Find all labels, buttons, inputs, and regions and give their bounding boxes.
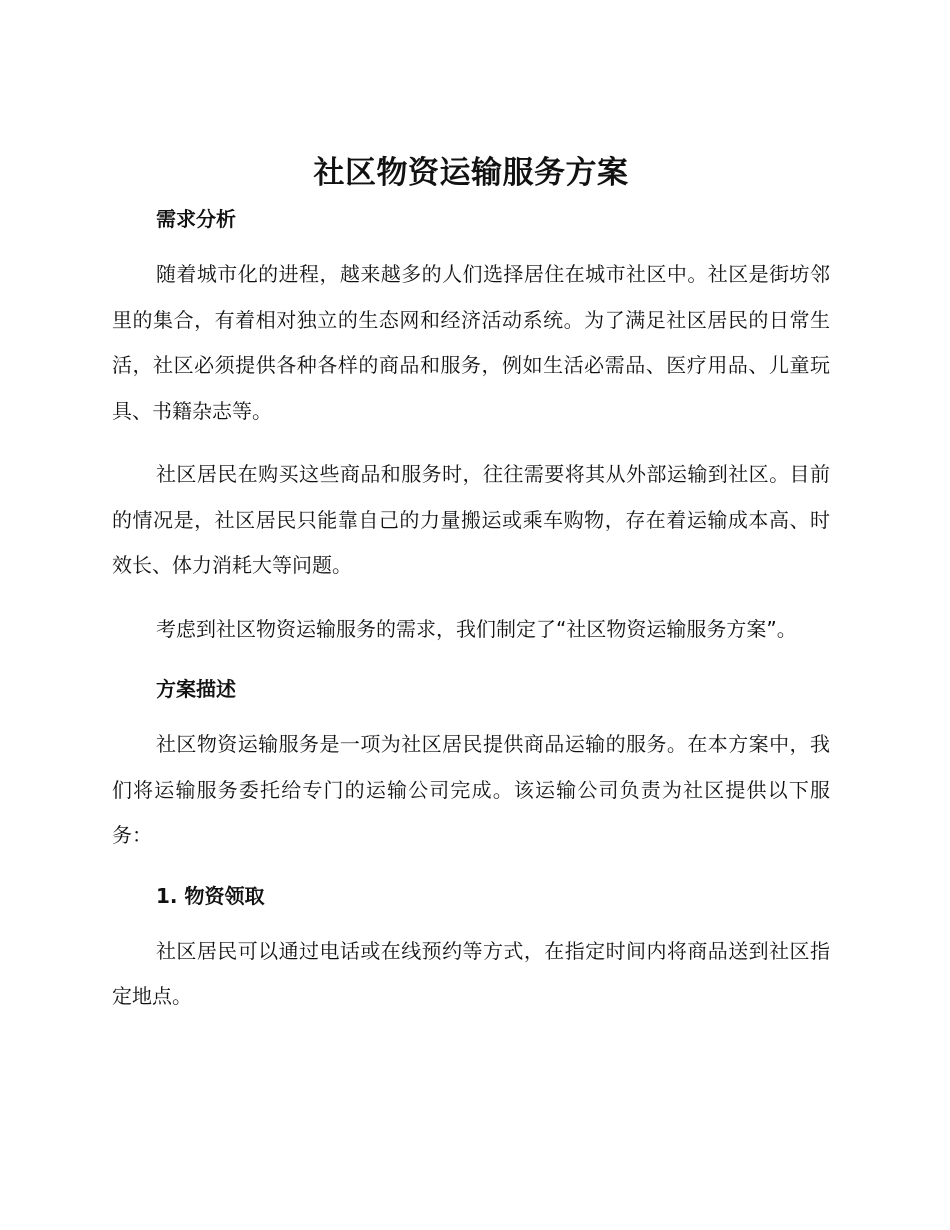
section-heading-needs: 需求分析 bbox=[156, 207, 236, 231]
document-title: 社区物资运输服务方案 bbox=[313, 155, 629, 191]
paragraph: 社区居民可以通过电话或在线预约等方式，在指定时间内将商品送到社区指定地点。 bbox=[112, 938, 830, 1008]
list-item bbox=[112, 881, 830, 1020]
document-page bbox=[112, 150, 830, 1020]
item-heading: 1. 物资领取 bbox=[156, 883, 265, 908]
section-heading-plan: 方案描述 bbox=[156, 677, 236, 701]
section-needs-analysis bbox=[112, 204, 830, 652]
paragraph: 社区居民在购买这些商品和服务时，往往需要将其从外部运输到社区。目前的情况是，社区居民只能靠自己的力量搬运或乘车购物，存在着运输成本高、时效长、体力消耗大等问题。 bbox=[112, 462, 830, 577]
paragraph: 社区物资运输服务是一项为社区居民提供商品运输的服务。在本方案中，我们将运输服务委托给专门的运输公司完成。该运输公司负责为社区提供以下服务： bbox=[112, 732, 830, 847]
section-plan-description bbox=[112, 674, 830, 1020]
paragraph: 随着城市化的进程，越来越多的人们选择居住在城市社区中。社区是街坊邻里的集合，有着相对独立的生态网和经济活动系统。为了满足社区居民的日常生活，社区必须提供各种各样的商品和服务，例如生活必需品、医疗用品、儿童玩具、书籍杂志等。 bbox=[112, 262, 830, 423]
paragraph: 考虑到社区物资运输服务的需求，我们制定了“社区物资运输服务方案”。 bbox=[156, 616, 797, 641]
